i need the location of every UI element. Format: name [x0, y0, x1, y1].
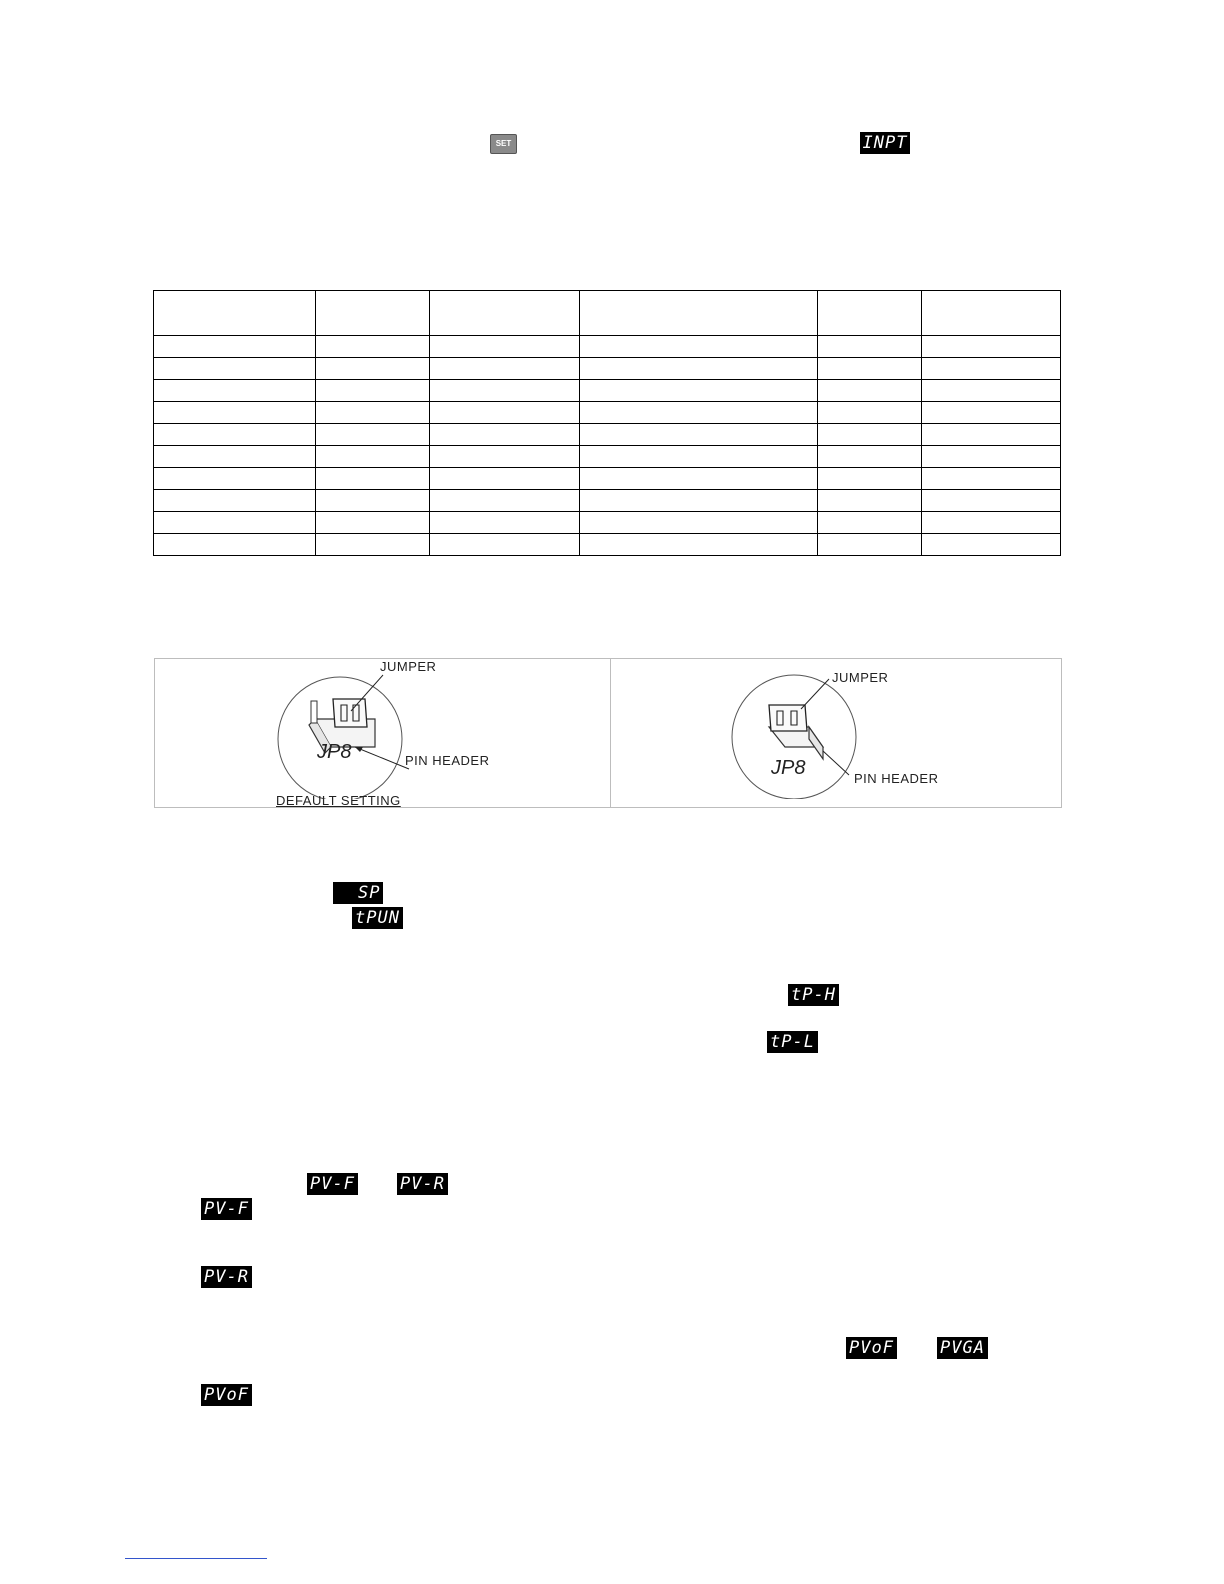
pv-f-display-icon: PV-F [307, 1173, 358, 1195]
table-row [154, 336, 1061, 358]
default-setting-caption: DEFAULT SETTING [276, 793, 401, 808]
figure-divider [610, 659, 611, 807]
table-row [154, 534, 1061, 556]
table-row [154, 424, 1061, 446]
right-jp8-label: JP8 [771, 757, 806, 779]
table-header-row [154, 291, 1061, 336]
tp-l-display-icon: tP-L [767, 1031, 818, 1053]
pvof-display-icon: PVoF [846, 1337, 897, 1359]
pvof-display-icon: PVoF [201, 1384, 252, 1406]
table-row [154, 512, 1061, 534]
set-key-icon: SET [490, 134, 517, 154]
tpun-display-icon: tPUN [352, 907, 403, 929]
tp-h-display-icon: tP-H [788, 984, 839, 1006]
jumper-default-diagram [275, 669, 505, 799]
footer-rule [125, 1558, 267, 1559]
pv-r-display-icon: PV-R [201, 1266, 252, 1288]
pvga-display-icon: PVGA [937, 1337, 988, 1359]
table-row [154, 468, 1061, 490]
jumper-figure [154, 658, 1062, 808]
right-pin-header-label: PIN HEADER [854, 771, 939, 786]
pv-f-display-icon: PV-F [201, 1198, 252, 1220]
left-jp8-label: JP8 [317, 741, 352, 763]
left-pin-header-label: PIN HEADER [405, 753, 490, 768]
sp-display-icon: SP [333, 882, 383, 904]
inpt-display-icon: INPT [860, 132, 910, 154]
pv-r-display-icon: PV-R [397, 1173, 448, 1195]
table-row [154, 446, 1061, 468]
input-type-table [153, 290, 1061, 556]
right-jumper-label: JUMPER [832, 670, 889, 685]
table-row [154, 380, 1061, 402]
table-row [154, 358, 1061, 380]
table-row [154, 490, 1061, 512]
table-row [154, 402, 1061, 424]
left-jumper-label: JUMPER [380, 659, 437, 674]
